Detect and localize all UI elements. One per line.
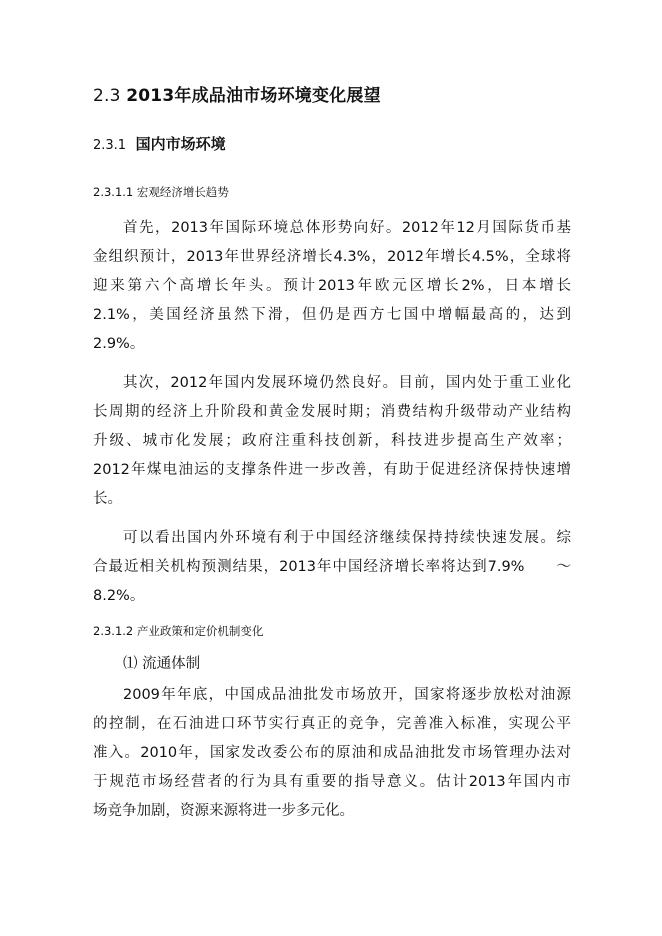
paragraph-domestic-environment (93, 369, 571, 514)
subsubsection-heading-macro: 2.3.1.1 宏观经济增长趋势 (93, 185, 229, 199)
paragraph-line: 2012年煤电油运的支撑条件进一步改善，有助于促进经济保持快速增 (93, 462, 571, 478)
section-number: 2.3 (93, 86, 121, 106)
subsubsection-heading-policy: 2.3.1.2 产业政策和定价机制变化 (93, 624, 264, 638)
paragraph-line: 长。 (93, 491, 122, 507)
paragraph-growth-forecast (93, 524, 571, 611)
paragraph-line: 合最近相关机构预测结果，2013年中国经济增长率将达到7.9% ～ (93, 559, 571, 575)
paragraph-line: 准入。2010年，国家发改委公布的原油和成品油批发市场管理办法对 (93, 745, 571, 761)
subsection-number: 2.3.1 (93, 138, 127, 153)
list-item-circulation-system: ⑴ 流通体制 (123, 656, 201, 672)
paragraph-line: 升级、城市化发展；政府注重科技创新，科技进步提高生产效率； (93, 433, 571, 449)
paragraph-line: 可以看出国内外环境有利于中国经济继续保持持续快速发展。综 (123, 530, 571, 546)
section-heading-2-3-1 (93, 133, 226, 157)
paragraph-line: 于规范市场经营者的行为具有重要的指导意义。估计2013年国内市 (93, 774, 571, 790)
subsection-title: 国内市场环境 (135, 135, 226, 153)
paragraph-line: 2.9%。 (93, 336, 145, 352)
paragraph-line: 迎来第六个高增长年头。预计2013年欧元区增长2%，日本增长 (93, 278, 571, 294)
section-title: 2013年成品油市场环境变化展望 (126, 86, 381, 106)
paragraph-international-environment (93, 214, 571, 359)
paragraph-line: 金组织预计，2013年世界经济增长4.3%，2012年增长4.5%，全球将 (93, 249, 571, 265)
paragraph-line: 长周期的经济上升阶段和黄金发展时期；消费结构升级带动产业结构 (93, 404, 571, 420)
paragraph-line: 场竞争加剧，资源来源将进一步多元化。 (93, 803, 354, 819)
paragraph-line: 其次，2012年国内发展环境仍然良好。目前，国内处于重工业化 (123, 375, 571, 391)
paragraph-circulation-system (93, 681, 571, 826)
paragraph-line: 的控制，在石油进口环节实行真正的竞争，完善准入标准，实现公平 (93, 716, 571, 732)
paragraph-line: 首先，2013年国际环境总体形势向好。2012年12月国际货币基 (123, 220, 571, 236)
paragraph-line: 2009年年底，中国成品油批发市场放开，国家将逐步放松对油源 (123, 687, 571, 703)
section-heading-2-3 (93, 84, 381, 108)
paragraph-line: 8.2%。 (93, 588, 145, 604)
paragraph-line: 2.1%，美国经济虽然下滑，但仍是西方七国中增幅最高的，达到 (93, 307, 571, 323)
